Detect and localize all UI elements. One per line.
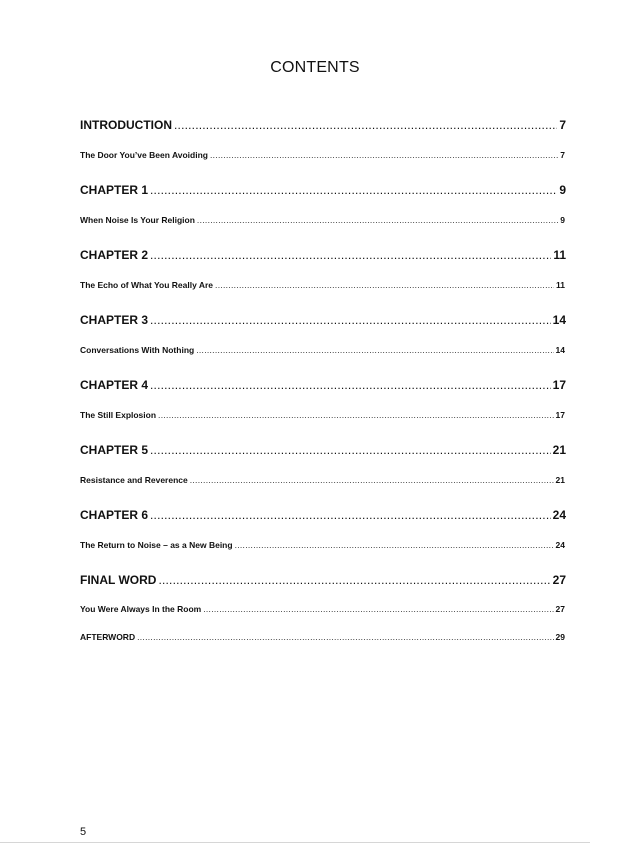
toc-entry-resistance[interactable]	[80, 475, 565, 485]
toc-entry-final-word[interactable]	[80, 573, 566, 587]
toc-entry-page: 11	[556, 280, 565, 290]
toc-entry-afterword[interactable]	[80, 632, 565, 642]
dot-leader	[197, 215, 558, 225]
toc-entry-door[interactable]	[80, 150, 565, 160]
dot-leader	[150, 183, 557, 197]
toc-entry-page: 24	[555, 540, 565, 550]
dot-leader	[137, 632, 553, 642]
toc-entry-label: CHAPTER 2	[80, 248, 149, 262]
toc-entry-label: CHAPTER 4	[80, 378, 149, 392]
toc-entry-page: 9	[560, 215, 565, 225]
toc-entry-conversations[interactable]	[80, 345, 565, 355]
toc-entry-always-in-room[interactable]	[80, 604, 565, 614]
dot-leader	[235, 540, 554, 550]
toc-entry-label: CHAPTER 6	[80, 508, 149, 522]
toc-entry-chapter-4[interactable]	[80, 378, 566, 392]
toc-entry-label: When Noise Is Your Religion	[80, 215, 195, 225]
dot-leader	[174, 118, 557, 132]
page-title: CONTENTS	[270, 59, 360, 76]
toc-entry-label: You Were Always In the Room	[80, 604, 202, 614]
toc-entry-chapter-2[interactable]	[80, 248, 566, 262]
toc-entry-page: 14	[555, 345, 565, 355]
toc-entry-label: Conversations With Nothing	[80, 345, 195, 355]
toc-entry-label: FINAL WORD	[80, 573, 157, 587]
toc-entry-page: 27	[555, 604, 565, 614]
toc-entry-label: The Door You’ve Been Avoiding	[80, 150, 208, 160]
footer-divider	[0, 842, 590, 843]
toc-entry-page: 7	[560, 150, 565, 160]
toc-entry-noise-religion[interactable]	[80, 215, 565, 225]
toc-entry-page: 21	[552, 443, 566, 457]
toc-entry-page: 11	[553, 248, 566, 262]
dot-leader	[150, 443, 551, 457]
toc-entry-chapter-6[interactable]	[80, 508, 566, 522]
dot-leader	[150, 508, 551, 522]
toc-entry-introduction[interactable]	[80, 118, 566, 132]
toc-entry-page: 24	[552, 508, 566, 522]
page-number: 5	[80, 826, 87, 838]
dot-leader	[190, 475, 554, 485]
toc-entry-still-explosion[interactable]	[80, 410, 565, 420]
toc-entry-chapter-3[interactable]	[80, 313, 566, 327]
toc-entry-page: 29	[555, 632, 565, 642]
toc-entry-label: CHAPTER 3	[80, 313, 149, 327]
toc-entry-page: 17	[552, 378, 566, 392]
toc-entry-page: 14	[552, 313, 566, 327]
dot-leader	[158, 410, 553, 420]
toc-entry-chapter-1[interactable]	[80, 183, 566, 197]
toc-entry-page: 21	[555, 475, 565, 485]
dot-leader	[196, 345, 553, 355]
dot-leader	[203, 604, 553, 614]
dot-leader	[150, 248, 551, 262]
dot-leader	[150, 313, 551, 327]
toc-entry-label: The Return to Noise – as a New Being	[80, 540, 233, 550]
dot-leader	[150, 378, 551, 392]
toc-entry-label: CHAPTER 5	[80, 443, 149, 457]
toc-entry-label: CHAPTER 1	[80, 183, 149, 197]
toc-entry-label: AFTERWORD	[80, 632, 136, 642]
toc-entry-page: 7	[559, 118, 566, 132]
dot-leader	[210, 150, 558, 160]
toc-entry-page: 17	[555, 410, 565, 420]
dot-leader	[158, 573, 550, 587]
toc-entry-return-to-noise[interactable]	[80, 540, 565, 550]
toc-entry-page: 27	[552, 573, 566, 587]
toc-entry-page: 9	[559, 183, 566, 197]
toc-entry-chapter-5[interactable]	[80, 443, 566, 457]
toc-entry-label: The Echo of What You Really Are	[80, 280, 214, 290]
toc-entry-label: The Still Explosion	[80, 410, 157, 420]
toc-entry-label: INTRODUCTION	[80, 118, 172, 132]
toc-entry-label: Resistance and Reverence	[80, 475, 188, 485]
toc-entry-echo[interactable]	[80, 280, 565, 290]
dot-leader	[215, 280, 554, 290]
